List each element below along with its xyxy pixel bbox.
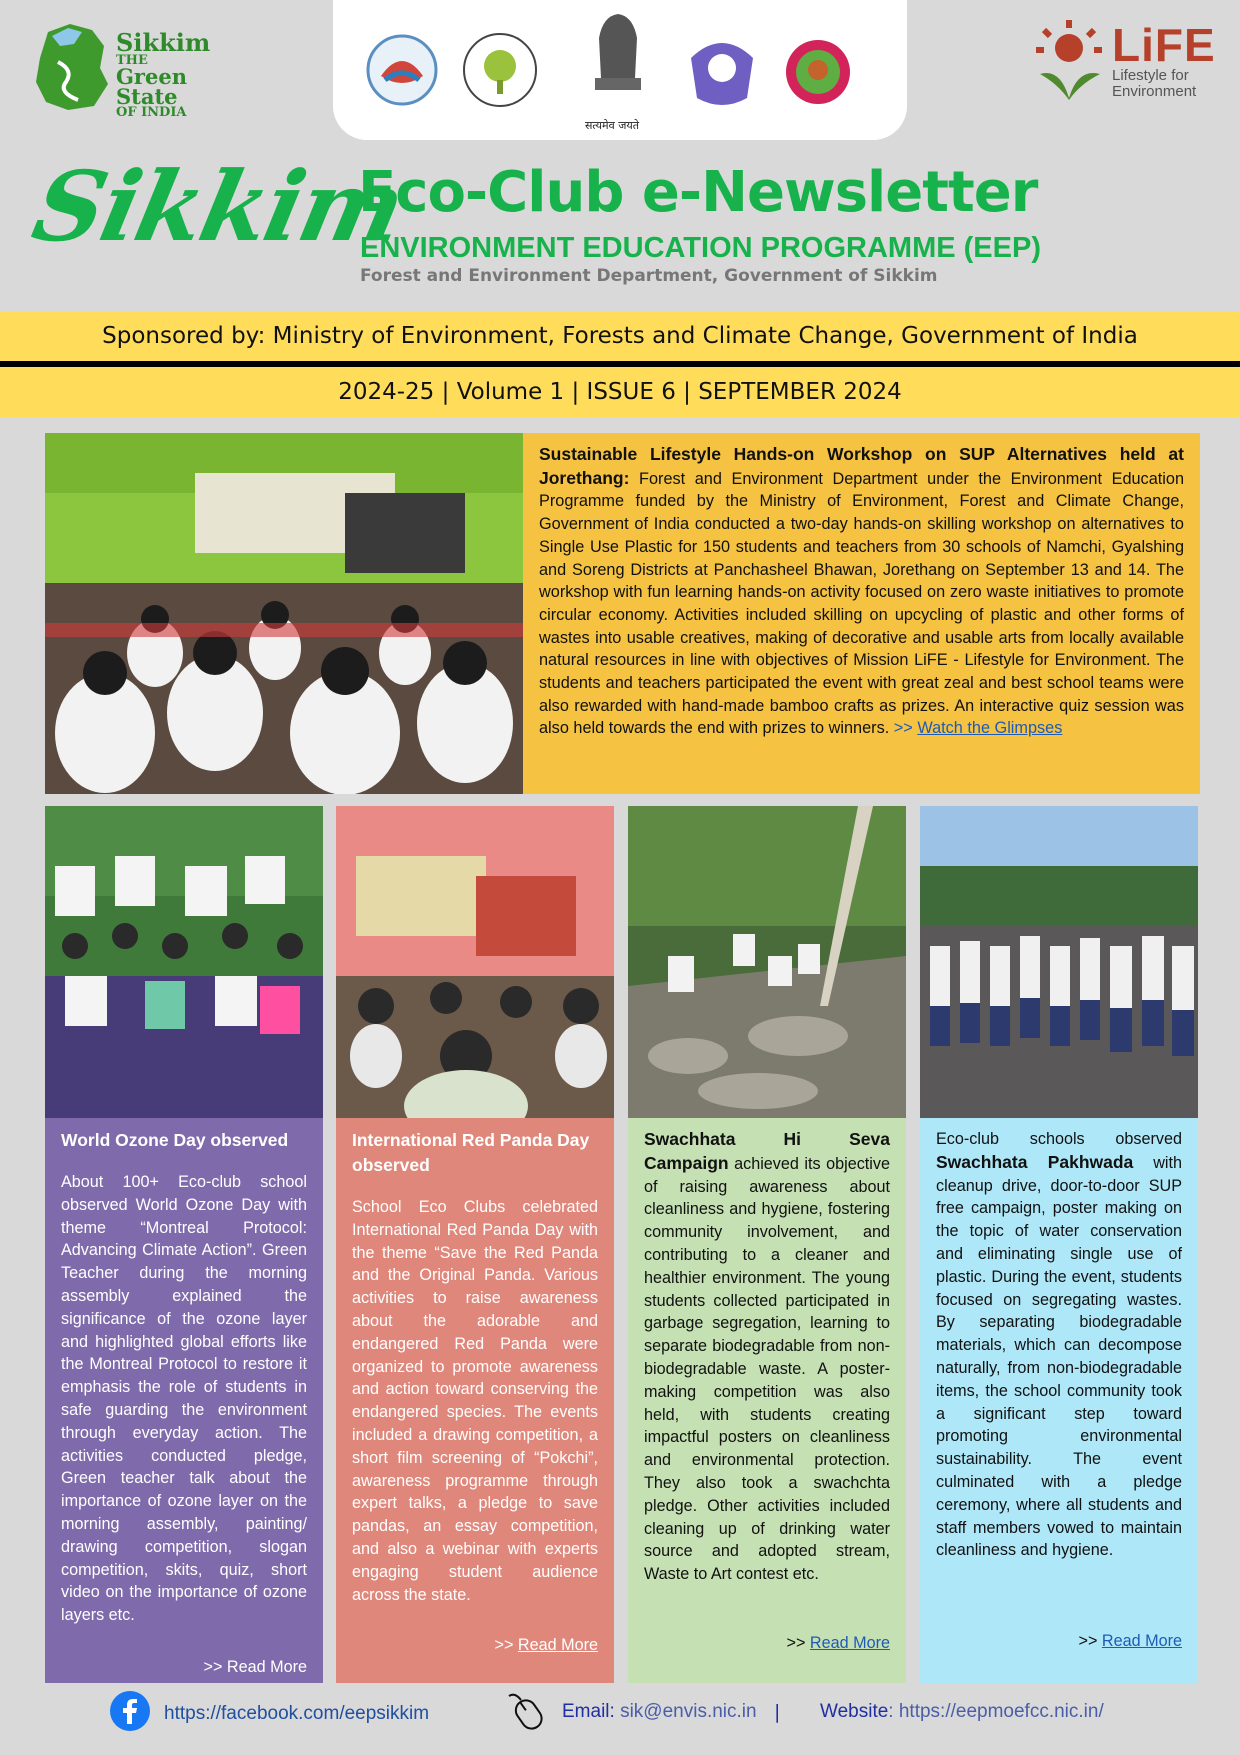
ozone-day-photo bbox=[45, 806, 323, 1118]
swachhata-campaign-photo bbox=[628, 806, 906, 1118]
swachhata-campaign-body: achieved its objective of raising awareness about cleanliness and hygiene, fostering community involvement, and contributing to a cleaner and healthier environment. The young students collected participated in garbage segregation, learning to separate biodegradable from non-biodegradable waste. A poster-making competition was also held, with students creating impactful posters on cleanliness and environmental protection. They also took a swachchta pledge. Other activities included cleaning up of drinking water source and adopted stream, Waste to Art contest etc. bbox=[644, 1154, 890, 1584]
pakhwada-bold-title: Swachhata Pakhwada bbox=[936, 1151, 1134, 1172]
feature-article bbox=[523, 433, 1200, 794]
workshop-photo bbox=[45, 433, 523, 794]
swachhata-pakhwada-article bbox=[920, 1118, 1198, 1683]
watch-glimpses-link[interactable]: Watch the Glimpses bbox=[917, 719, 1063, 738]
sikkim-logo-text: Sikkim THE Green State OF INDIA bbox=[116, 28, 211, 121]
life-sun-plant-icon bbox=[1030, 18, 1108, 102]
email-contact[interactable]: Email: sik@envis.nic.in bbox=[562, 1701, 757, 1722]
sikkim-script-wordmark: Sikkim bbox=[23, 150, 413, 263]
forest-department-logo-icon bbox=[779, 28, 857, 112]
ozone-day-heading: World Ozone Day observed bbox=[61, 1130, 289, 1150]
ozone-day-read-more[interactable]: >> Read More bbox=[203, 1658, 307, 1677]
environment-programme-logo-icon bbox=[363, 28, 441, 112]
sikkim-emblem-icon bbox=[683, 28, 761, 112]
facebook-link[interactable]: https://facebook.com/eepsikkim bbox=[164, 1703, 430, 1724]
mouse-icon bbox=[505, 1690, 549, 1734]
website-link[interactable]: Website: https://eepmoefcc.nic.in/ bbox=[820, 1701, 1104, 1722]
facebook-icon[interactable] bbox=[110, 1691, 150, 1731]
life-logo-title: LiFE bbox=[1112, 19, 1216, 71]
emblem-motto: सत्यमेव जयते bbox=[585, 119, 640, 132]
swachhata-campaign-read-more[interactable]: >> Read More bbox=[786, 1634, 890, 1652]
sponsor-banner: Sponsored by: Ministry of Environment, Forests and Climate Change, Government of India bbox=[0, 311, 1240, 361]
red-panda-day-article bbox=[336, 1118, 614, 1683]
ozone-day-body: About 100+ Eco-club school observed World Ozone Day with theme “Montreal Protocol: Advancing Climate Action”. Green Teacher during the morning assembly explained the significance of the ozone layer and highlighted global efforts like the Montreal Protocol to restore it emphasis the role of students in safe guarding the environment through everyday action. The activities conducted pledge, Green teacher talk about the importance of ozone layer on the morning assembly, painting/ drawing competition, slogan competition, skits, quiz, short video on the importance of ozone layers etc. bbox=[61, 1173, 307, 1625]
ozone-day-article bbox=[45, 1118, 323, 1683]
swachhata-pakhwada-read-more[interactable]: >> Read More bbox=[1078, 1632, 1182, 1650]
programme-subtitle: ENVIRONMENT EDUCATION PROGRAMME (EEP) bbox=[360, 232, 1041, 264]
sikkim-map-icon bbox=[30, 22, 112, 112]
pakhwada-body: with cleanup drive, door-to-door SUP free campaign, poster making on the topic of water conservation and eliminating single use of plastic. During the event, students focused on segregating wastes. By separating biodegradable materials, which can decompose naturally, from non-biodegradable items, the school community took a significant step toward promoting environmental sustainability. The event culminated with a pledge ceremony, where all students and staff members vowed to maintain cleanliness and hygiene. bbox=[936, 1153, 1182, 1560]
red-panda-day-photo bbox=[336, 806, 614, 1118]
swachhata-campaign-article bbox=[628, 1118, 906, 1683]
feature-link-prefix: >> bbox=[893, 719, 918, 738]
newsletter-title: Eco-Club e-Newsletter bbox=[358, 160, 1038, 225]
emblems-panel bbox=[333, 0, 907, 140]
footer-separator: | bbox=[774, 1701, 781, 1723]
life-logo-subtitle: Lifestyle for Environment bbox=[1112, 67, 1197, 100]
sikkim-green-state-logo bbox=[30, 18, 240, 121]
pakhwada-body-intro: Eco-club schools observed bbox=[936, 1130, 1182, 1148]
red-panda-day-body: School Eco Clubs celebrated International Red Panda Day with the theme “Save the Red Panda and the Original Panda. Various activities to raise awareness about the adorable and endangered Red Panda were organized to promote awareness and action toward conserving the endangered species. The events included a drawing competition, a short film screening of “Pokchi”, awareness programme through expert talks, a pledge to save pandas, an essay competition, and also a webinar with experts engaging student audience across the state. bbox=[352, 1198, 598, 1604]
feature-headline: Sustainable Lifestyle Hands-on Workshop on SUP Alternatives held at Jorethang: bbox=[539, 444, 1184, 488]
department-line: Forest and Environment Department, Government of Sikkim bbox=[360, 266, 938, 286]
ashoka-emblem-icon bbox=[579, 8, 657, 116]
red-panda-day-heading: International Red Panda Day observed bbox=[352, 1130, 590, 1175]
life-logo bbox=[1030, 18, 1216, 104]
swachhata-campaign-heading: Swachhata Hi Seva Campaign bbox=[644, 1129, 890, 1173]
red-panda-day-read-more[interactable]: >> Read More bbox=[494, 1636, 598, 1654]
feature-body: Forest and Environment Department under the Environment Education Programme funded by the Ministry of Environment, Forest and Climate Change, Government of India conducted a two-day hands-on skilling workshop on alternatives to Single Use Plastic for 150 students and teachers from 30 schools of Namchi, Gyalshing and Soreng Districts at Panchasheel Bhawan, Jorethang on September 13 and 14. The workshop with fun learning hands-on activity focused on zero waste initiatives to promote circular economy. Activities included skilling on upcycling of plastic and other forms of wastes into usable creatives, making of decorative and usable arts from locally available natural resources in line with objectives of Mission LiFE - Lifestyle for Environment. The students and teachers participated the event with great zeal and best school teams were also rewarded with hand-made bamboo crafts as prizes. An interactive quiz session was also held towards the end with prizes to winners. bbox=[539, 469, 1184, 738]
environment-education-programme-logo-icon bbox=[461, 28, 539, 112]
issue-banner: 2024-25 | Volume 1 | ISSUE 6 | SEPTEMBER 2024 bbox=[0, 367, 1240, 417]
swachhata-pakhwada-photo bbox=[920, 806, 1198, 1118]
